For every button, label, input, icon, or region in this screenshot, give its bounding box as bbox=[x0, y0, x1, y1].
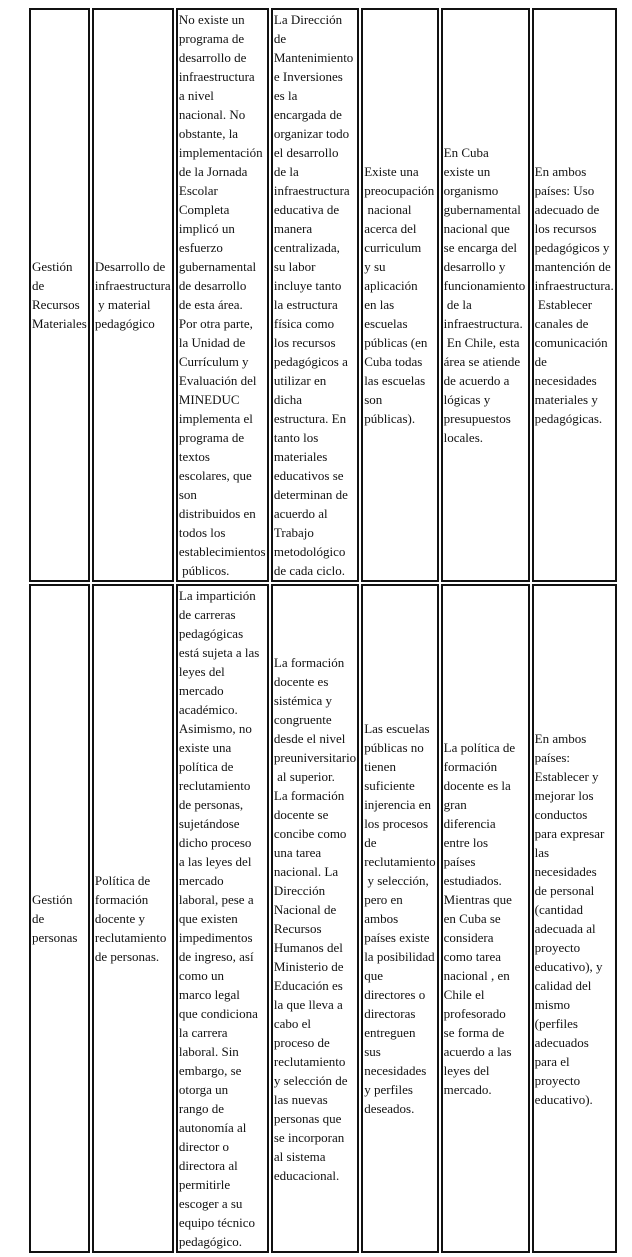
cell-tema: Desarrollo de infraestructura y material pedagógico bbox=[92, 8, 174, 582]
cell-cuba: La formación docente es sistémica y congruente desde el nivel preuniversitario al superior. La formación docente se concibe como una tarea nacional. La Dirección Nacional de Recursos Humanos del Ministerio de Educación es la que lleva a cabo el proceso de reclutamiento y selección de las nuevas personas que se incorporan al sistema educacional. bbox=[271, 584, 359, 1253]
table-row bbox=[29, 584, 617, 1253]
cell-semejanzas: Existe una preocupación nacional acerca del curriculum y su aplicación en las escuelas públicas (en Cuba todas las escuelas son públicas). bbox=[361, 8, 438, 582]
cell-area: Gestión de Recursos Materiales bbox=[29, 8, 90, 582]
comparison-table bbox=[27, 6, 619, 1255]
cell-area: Gestión de personas bbox=[29, 584, 90, 1253]
cell-semejanzas: Las escuelas públicas no tienen suficiente injerencia en los procesos de reclutamiento y selección, pero en ambos países existe la posibilidad que directores o directoras entreguen sus necesidades y perfiles deseados. bbox=[361, 584, 438, 1253]
cell-diferencias: La política de formación docente es la gran diferencia entre los países estudiados. Mientras que en Cuba se considera como tarea nacional , en Chile el profesorado se forma de acuerdo a las leyes del mercado. bbox=[441, 584, 530, 1253]
cell-propuesta: En ambos países: Uso adecuado de los recursos pedagógicos y mantención de infraestructura. Establecer canales de comunicación de necesidades materiales y pedagógicas. bbox=[532, 8, 617, 582]
cell-chile: La impartición de carreras pedagógicas está sujeta a las leyes del mercado académico. Asimismo, no existe una política de reclutamiento de personas, sujetándose dicho proceso a las leyes del mercado laboral, pese a que existen impedimentos de ingreso, así como un marco legal que condiciona la carrera laboral. Sin embargo, se otorga un rango de autonomía al director o directora al permitirle escoger a su equipo técnico pedagógico. bbox=[176, 584, 269, 1253]
table-row bbox=[29, 8, 617, 582]
cell-chile: No existe un programa de desarrollo de infraestructura a nivel nacional. No obstante, la implementación de la Jornada Escolar Completa implicó un esfuerzo gubernamental de desarrollo de esta área. Por otra parte, la Unidad de Currículum y Evaluación del MINEDUC implementa el programa de textos escolares, que son distribuidos en todos los establecimientos públicos. bbox=[176, 8, 269, 582]
cell-tema: Política de formación docente y reclutamiento de personas. bbox=[92, 584, 174, 1253]
cell-cuba: La Dirección de Mantenimiento e Inversiones es la encargada de organizar todo el desarrollo de la infraestructura educativa de manera centralizada, su labor incluye tanto la estructura física como los recursos pedagógicos a utilizar en dicha estructura. En tanto los materiales educativos se determinan de acuerdo al Trabajo metodológico de cada ciclo. bbox=[271, 8, 359, 582]
cell-diferencias: En Cuba existe un organismo gubernamental nacional que se encarga del desarrollo y funcionamiento de la infraestructura. En Chile, esta área se atiende de acuerdo a lógicas y presupuestos locales. bbox=[441, 8, 530, 582]
cell-propuesta: En ambos países: Establecer y mejorar los conductos para expresar las necesidades de personal (cantidad adecuada al proyecto educativo), y calidad del mismo (perfiles adecuados para el proyecto educativo). bbox=[532, 584, 617, 1253]
